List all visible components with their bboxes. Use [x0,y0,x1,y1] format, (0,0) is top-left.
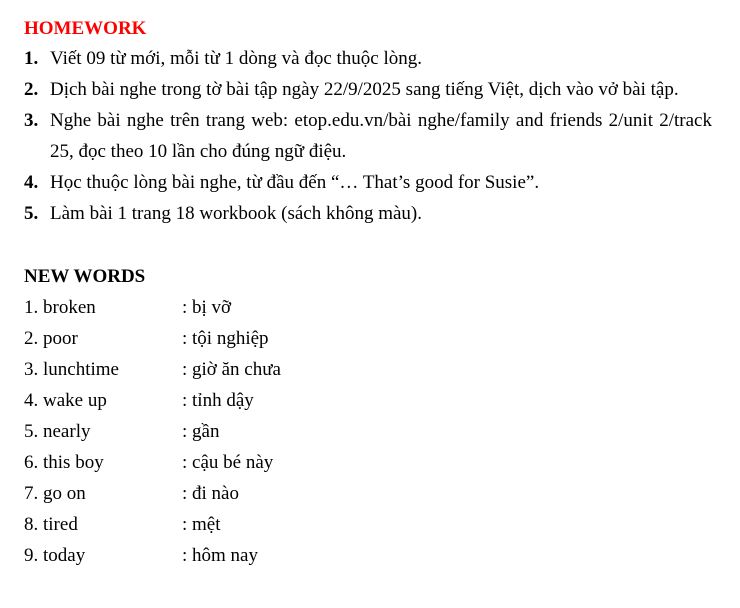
task-number: 4. [24,172,39,193]
task-number: 1. [24,48,39,69]
word-english: 9. today [24,545,86,566]
task-text: Dịch bài nghe trong tờ bài tập ngày 22/9/2025 sang tiếng Việt, dịch vào vở bài tập. [50,79,679,100]
word-english: 8. tired [24,514,78,535]
task-number: 2. [24,79,39,100]
word-row [24,416,712,447]
task-text: Nghe bài nghe trên trang web: etop.edu.vn/bài nghe/family and friends 2/unit 2/track 25, đọc theo 10 lần cho đúng ngữ điệu. [50,110,712,162]
task-text: Làm bài 1 trang 18 workbook (sách không màu). [50,203,422,224]
word-row [24,540,712,571]
task-number: 3. [24,110,39,131]
task-number: 5. [24,203,39,224]
word-english: 3. lunchtime [24,359,119,380]
word-english: 5. nearly [24,421,91,442]
homework-heading: HOMEWORK [24,18,147,39]
document [24,15,712,571]
word-vietnamese: : đi nào [182,483,239,504]
task-text: Viết 09 từ mới, mỗi từ 1 dòng và đọc thuộc lòng. [50,48,422,69]
word-row [24,478,712,509]
homework-task [24,167,712,198]
word-row [24,292,712,323]
word-english: 6. this boy [24,452,104,473]
word-english: 7. go on [24,483,86,504]
word-row [24,385,712,416]
word-row [24,509,712,540]
task-text: Học thuộc lòng bài nghe, từ đầu đến “… That’s good for Susie”. [50,172,540,193]
homework-task-list [24,43,712,229]
homework-task [24,43,712,74]
word-vietnamese: : tội nghiệp [182,328,269,349]
word-vietnamese: : giờ ăn chưa [182,359,281,380]
word-row [24,447,712,478]
homework-task [24,74,712,105]
word-vietnamese: : tỉnh dậy [182,390,254,411]
word-vietnamese: : cậu bé này [182,452,274,473]
homework-task [24,105,712,167]
word-vietnamese: : hôm nay [182,545,258,566]
word-vietnamese: : mệt [182,514,221,535]
word-english: 1. broken [24,297,96,318]
word-vietnamese: : bị vỡ [182,297,232,318]
section-spacer [24,229,712,261]
word-row [24,354,712,385]
homework-task [24,198,712,229]
word-row [24,323,712,354]
word-english: 4. wake up [24,390,107,411]
word-vietnamese: : gần [182,421,220,442]
new-words-heading: NEW WORDS [24,266,146,287]
new-words-list [24,292,712,571]
word-english: 2. poor [24,328,78,349]
